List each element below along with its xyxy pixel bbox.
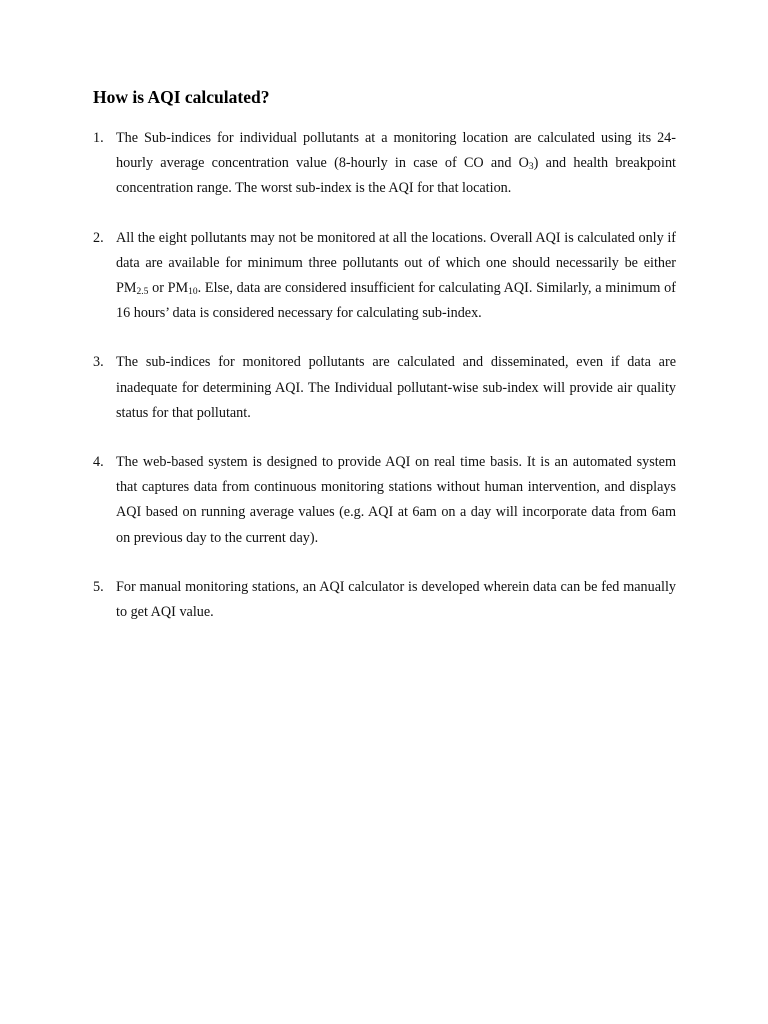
page-title: How is AQI calculated?	[93, 87, 270, 107]
list-item-text: For manual monitoring stations, an AQI calculator is developed wherein data can be fed manually to get AQI value.	[116, 578, 676, 621]
list-item-text: The sub-indices for monitored pollutants are calculated and disseminated, even if data are inadequate for determining AQI. The Individual pollutant-wise sub-index will provide air quality status for that pollutant.	[116, 354, 676, 421]
subscript: 10	[188, 287, 198, 298]
numbered-list	[93, 126, 676, 625]
text-run: The Sub-indices for individual pollutants at a monitoring location are calculated using its 24-hourly average concentration value (8-hourly in case of CO and O	[116, 130, 676, 172]
list-item	[93, 450, 676, 551]
list-item	[93, 126, 676, 202]
text-run: All the eight pollutants may not be monitored at all the locations. Overall AQI is calculated only if data are available for minimum three pollutants out of which one should necessarily be either PM	[116, 229, 676, 297]
text-run: ) and health breakpoint concentration range. The worst sub-index is the AQI for that location.	[116, 155, 676, 197]
list-item-text	[116, 226, 676, 327]
text-run: or PM	[148, 280, 189, 297]
list-item-number: 2.	[93, 229, 104, 246]
text-run: . Else, data are considered insufficient for calculating AQI. Similarly, a minimum of 16 hours’ data is considered necessary for calculating sub-index.	[116, 280, 677, 322]
list-item-number: 4.	[93, 454, 104, 471]
list-item-text: The web-based system is designed to provide AQI on real time basis. It is an automated system that captures data from continuous monitoring stations without human intervention, and displays AQI based on running average values (e.g. AQI at 6am on a day will incorporate data from 6am on previous day to the current day).	[116, 454, 676, 546]
list-item-number: 5.	[93, 578, 104, 595]
list-item	[93, 350, 676, 426]
list-item	[93, 575, 676, 625]
list-item-number: 3.	[93, 354, 104, 371]
list-item-number: 1.	[93, 130, 104, 146]
subscript: 2.5	[136, 287, 149, 298]
list-item-text	[116, 126, 676, 202]
subscript: 3	[528, 162, 534, 173]
list-item	[93, 226, 676, 327]
